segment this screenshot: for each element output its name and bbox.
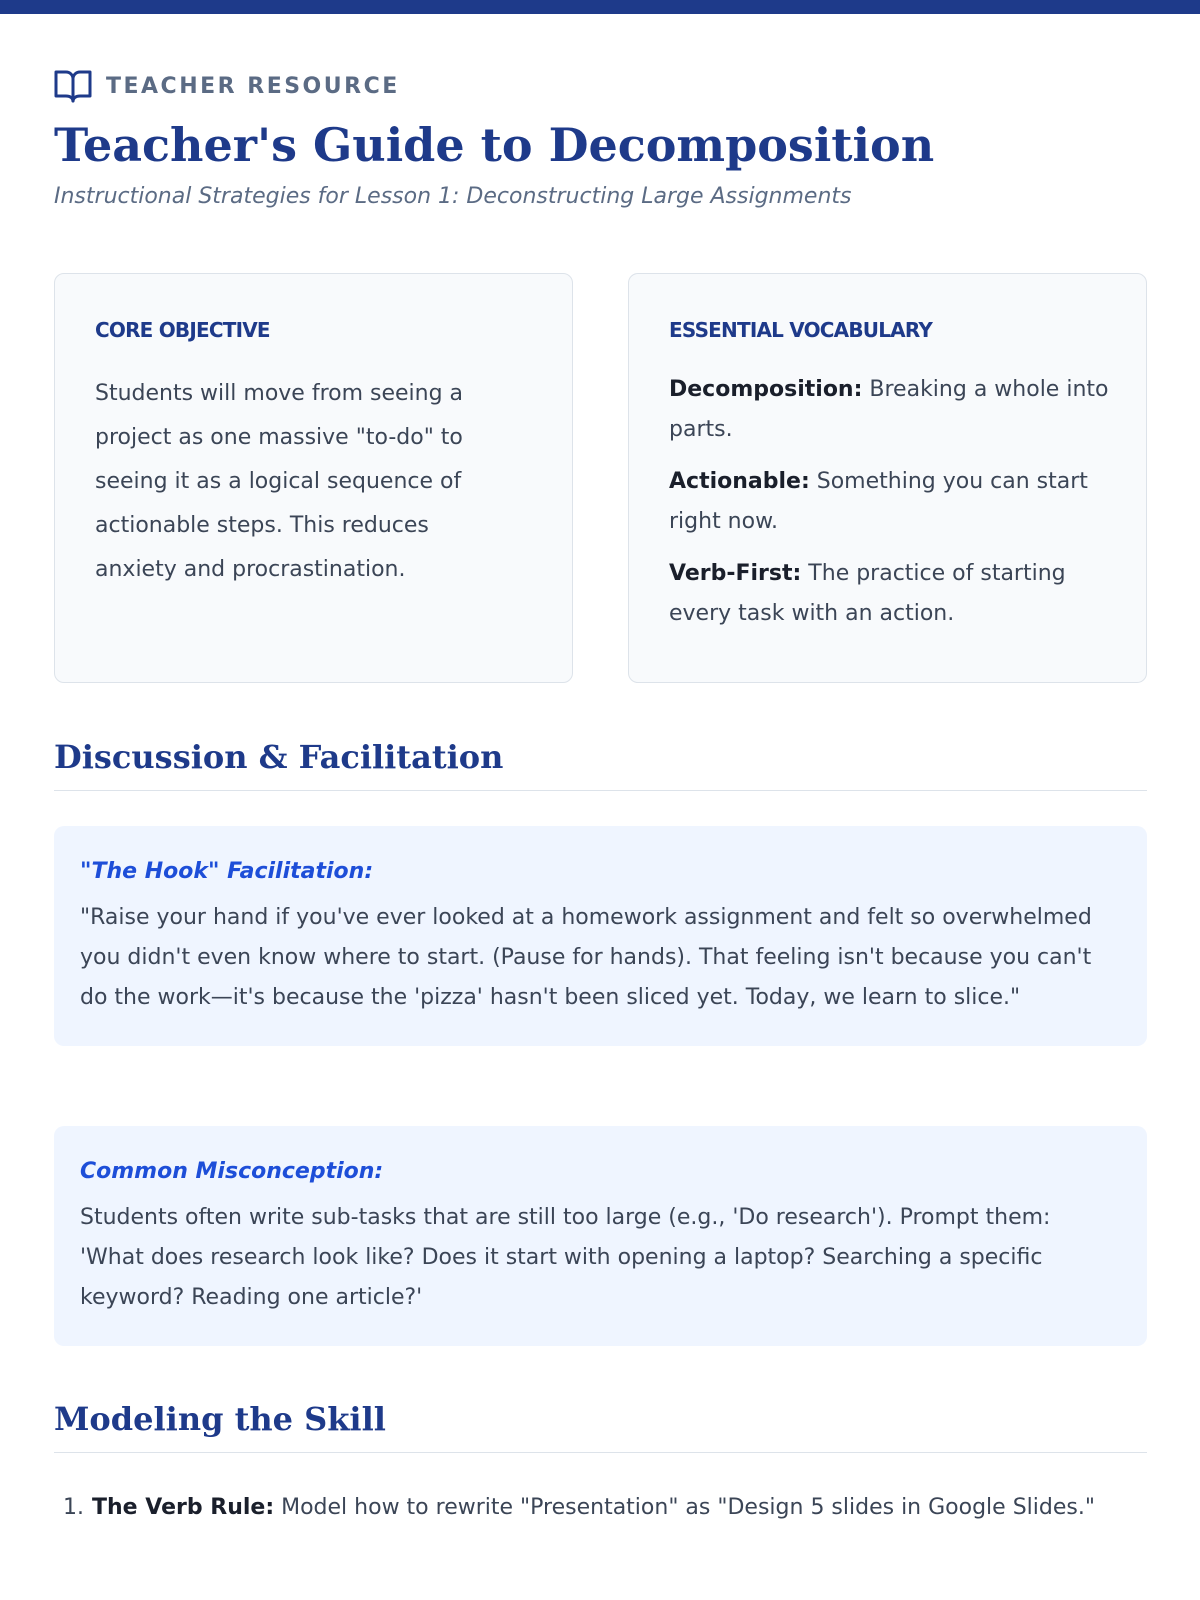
- core-objective-heading: CORE OBJECTIVE: [95, 318, 270, 342]
- step-text: Model how to rewrite "Presentation" as "Design 5 slides in Google Slides.": [274, 1495, 1095, 1520]
- vocabulary-item: [669, 370, 1109, 450]
- hook-label: "The Hook" Facilitation:: [80, 859, 374, 884]
- top-accent-bar: [0, 0, 1200, 14]
- vocabulary-list: [669, 370, 1109, 646]
- hook-text: "Raise your hand if you've ever looked at a homework assignment and felt so overwhelmed you didn't even know where to start. (Pause for hands). That feeling isn't because you can't do the work—it's because the 'pizza' hasn't been sliced yet. Today, we learn to slice.": [80, 905, 1092, 1010]
- discussion-heading: Discussion & Facilitation: [54, 738, 1147, 791]
- step-term: The Verb Rule:: [92, 1495, 275, 1520]
- book-open-icon: [54, 69, 92, 103]
- eyebrow: [54, 68, 400, 104]
- vocabulary-definition: Breaking a whole into parts.: [669, 377, 1109, 442]
- vocabulary-card: [628, 273, 1147, 683]
- misconception-callout: [54, 1126, 1147, 1346]
- page-title: Teacher's Guide to Decomposition: [54, 118, 935, 172]
- eyebrow-label: TEACHER RESOURCE: [106, 73, 400, 99]
- vocabulary-item: [669, 462, 1109, 542]
- core-objective-text: Students will move from seeing a project as one massive "to-do" to seeing it as a logical sequence of actionable steps. This reduces anxiety and procrastination.: [95, 381, 464, 582]
- modeling-steps: [54, 1488, 1147, 1528]
- vocabulary-definition: The practice of starting every task with an action.: [669, 561, 1066, 626]
- list-item: [54, 1488, 1147, 1528]
- step-content: [92, 1488, 1095, 1528]
- vocabulary-definition: Something you can start right now.: [669, 469, 1088, 534]
- vocabulary-term: Verb-First:: [669, 561, 802, 586]
- page-subtitle: Instructional Strategies for Lesson 1: Deconstructing Large Assignments: [54, 184, 852, 209]
- vocabulary-item: [669, 554, 1109, 634]
- vocabulary-term: Actionable:: [669, 469, 810, 494]
- core-objective-card: [54, 273, 573, 683]
- misconception-label: Common Misconception:: [80, 1159, 384, 1184]
- step-number: 1.: [63, 1495, 84, 1520]
- vocabulary-term: Decomposition:: [669, 377, 863, 402]
- vocabulary-heading: ESSENTIAL VOCABULARY: [669, 318, 933, 342]
- modeling-heading: Modeling the Skill: [54, 1400, 1147, 1453]
- misconception-text: Students often write sub-tasks that are still too large (e.g., 'Do research'). Prompt them: 'What does research look like? Does it start with opening a laptop? Searching a specific keyword? Reading one article?': [80, 1205, 1051, 1310]
- hook-callout: [54, 826, 1147, 1046]
